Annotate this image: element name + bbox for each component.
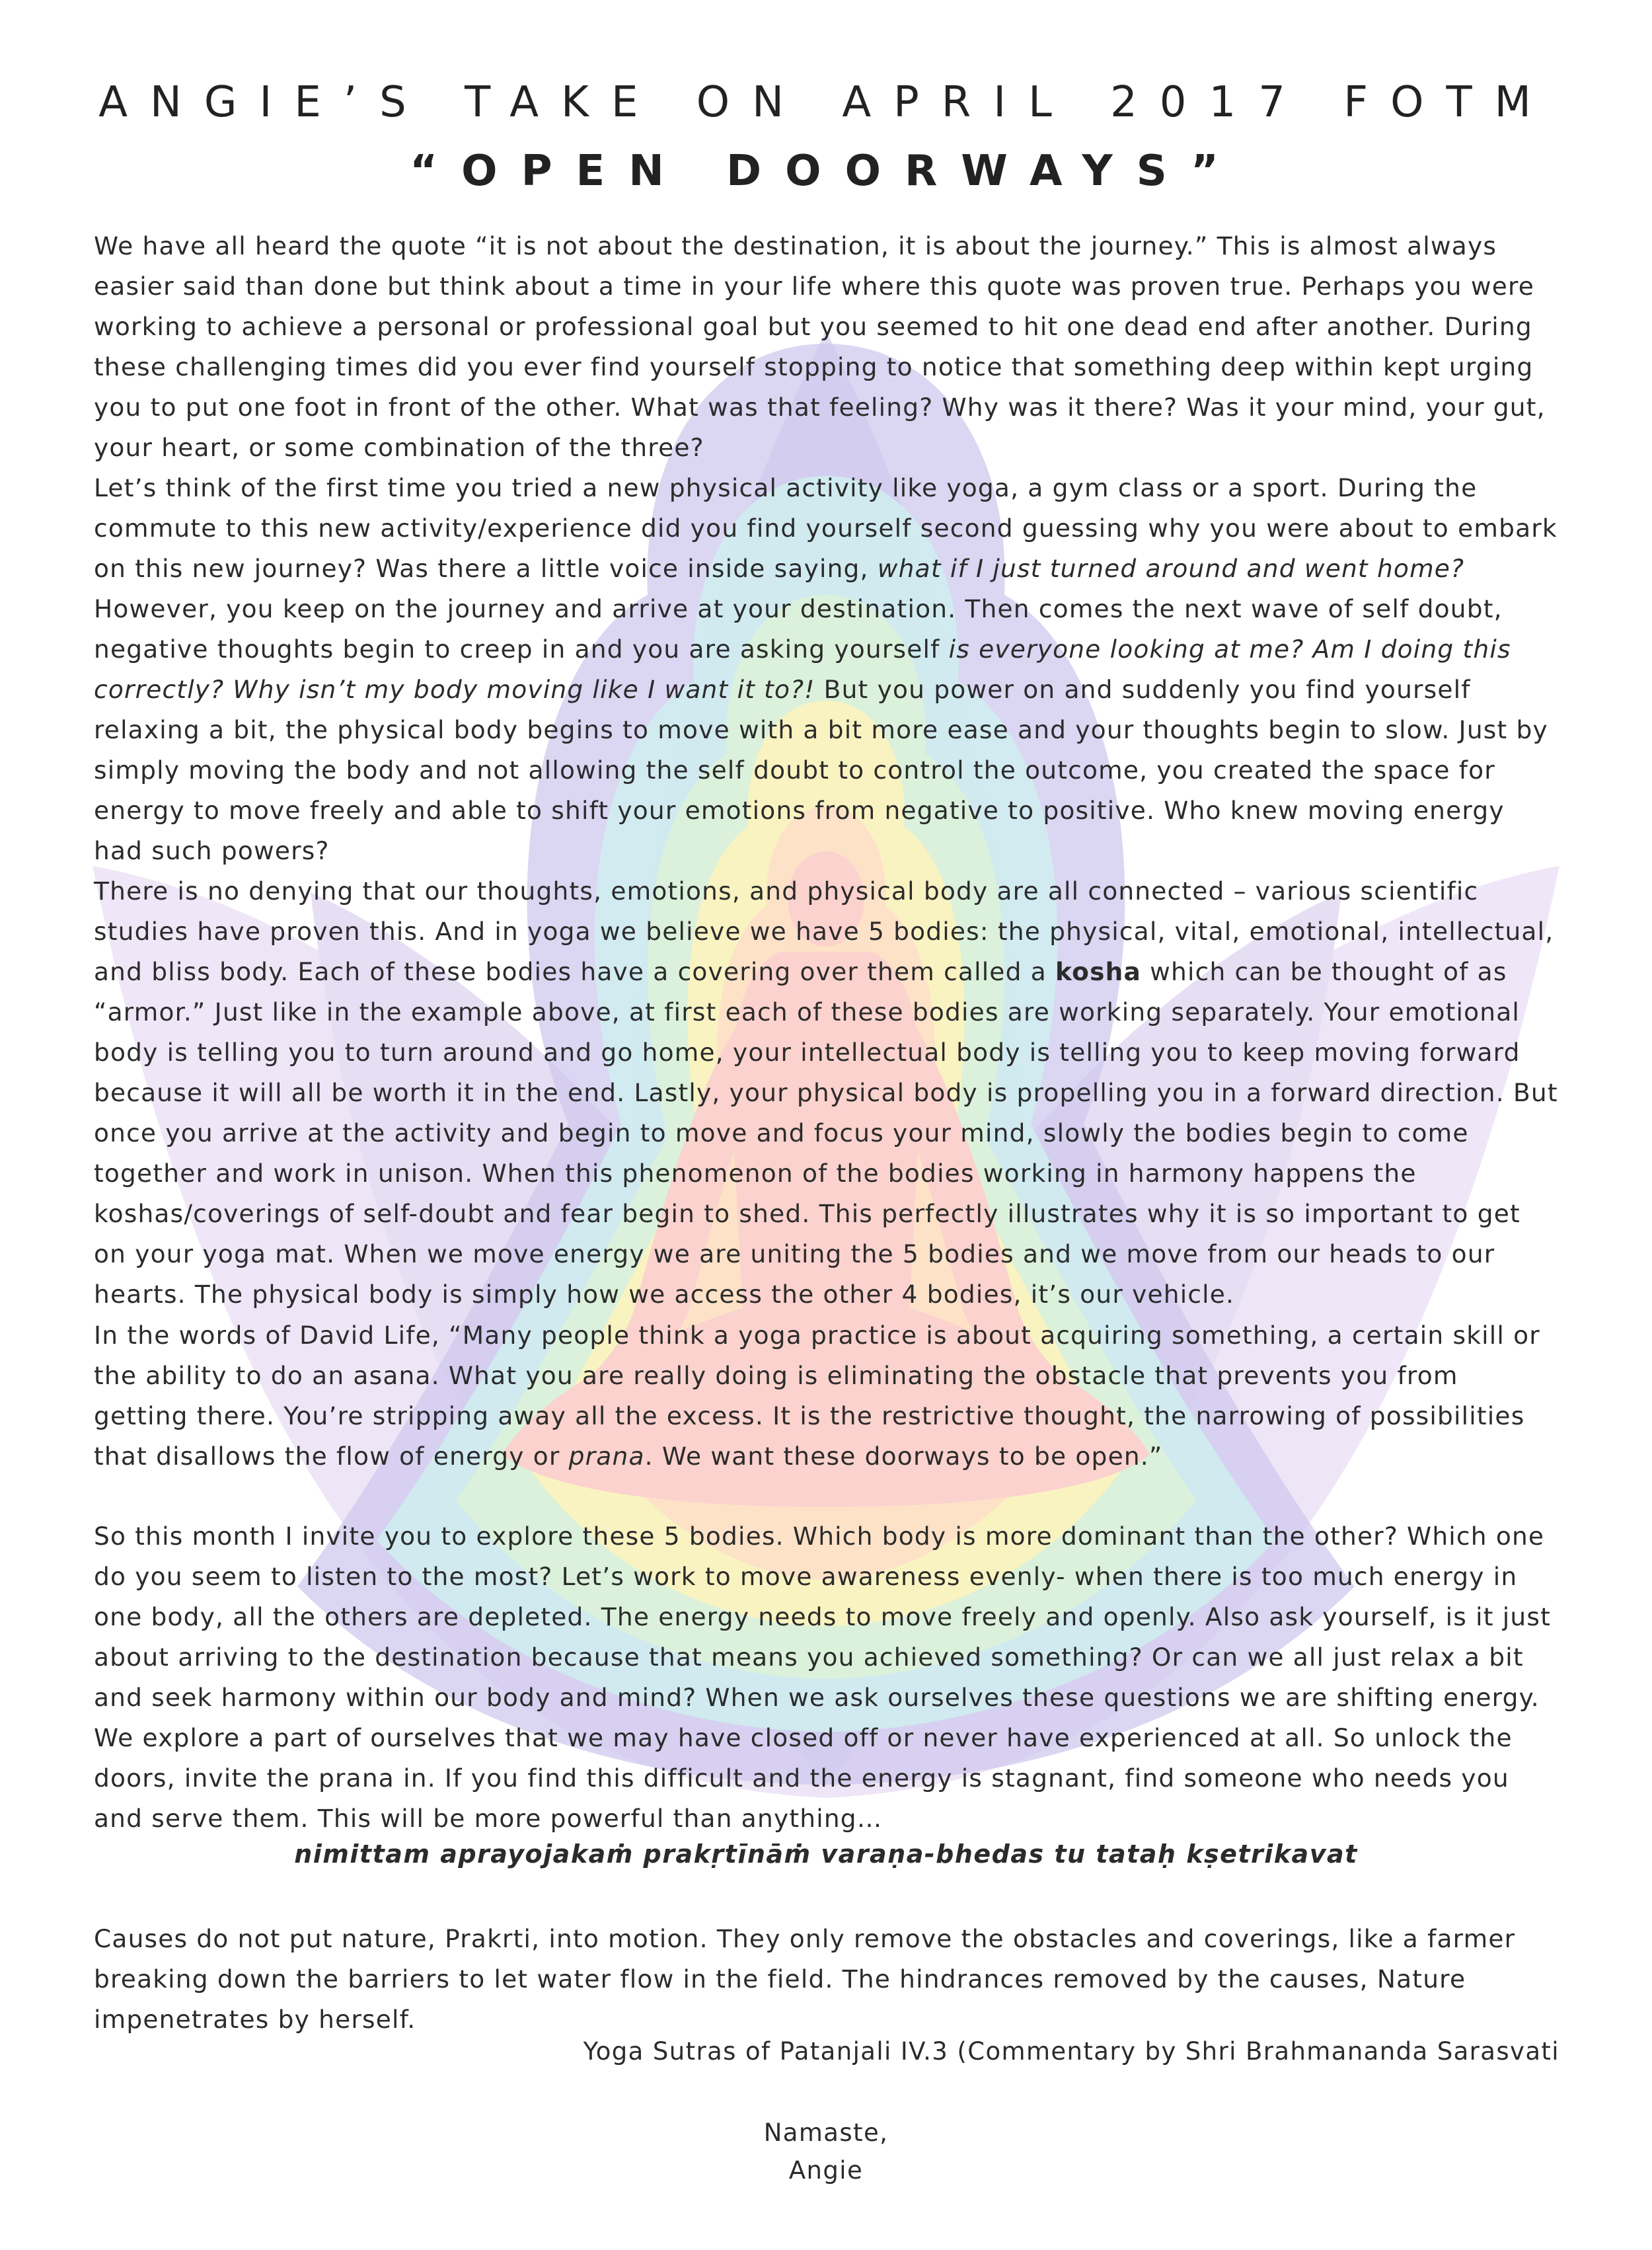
page-title: ANGIE’S TAKE ON APRIL 2017 FOTM — [98, 78, 1554, 127]
page-subtitle: “OPEN DOORWAYS” — [410, 147, 1242, 196]
italic-prana-term: prana — [568, 1442, 645, 1471]
sutra-attribution: Yoga Sutras of Patanjali IV.3 (Commentary by Shri Brahmananda Sarasvati — [583, 2037, 1559, 2066]
paragraph-journey: We have all heard the quote “it is not about the destination, it is about the journey.” This is almost always easier said than done but think about a time in your life where this quote was proven true. Perhaps you were working to achieve a personal or professional goal but you seemed to hit one dead end after another. During these challenging times did you ever find yourself stopping to notice that something deep within kept urging you to put one foot in front of the other. What was that feeling? Why was it there? Was it your mind, your gut, your heart, or some combination of the three? — [94, 231, 1546, 462]
paragraph-new-activity — [94, 468, 1561, 871]
italic-self-doubt: is everyone looking at me? Am I doing this correctly? Why isn’t my body moving like I want it to?! — [94, 635, 1511, 704]
bold-kosha-term: kosha — [1055, 957, 1142, 986]
paragraph-text: . We want these doorways to be open.” — [644, 1442, 1163, 1471]
paragraph-david-life-quote — [94, 1315, 1561, 1477]
paragraph-text: In the words of David Life, “Many people think a yoga practice is about acquiring something, a certain skill or the ability to do an asana. What you are really doing is eliminating the obstacle that prevents you from getting there. You’re stripping away all the excess. It is the restrictive thought, the narrowing of possibilities that disallows the flow of energy or — [94, 1321, 1540, 1471]
paragraph-five-bodies — [94, 871, 1561, 1315]
paragraph-text: However, you keep on the journey and arrive at your destination. Then comes the next wave of self doubt, negative thoughts begin to creep in and you are asking yourself — [94, 594, 1503, 664]
paragraph-sutra-translation: Causes do not put nature, Prakrti, into motion. They only remove the obstacles and coverings, like a farmer breaking down the barriers to let water flow in the field. The hindrances removed by the causes, Nature impenetrates by herself. — [94, 1924, 1516, 2034]
paragraph-text: which can be thought of as “armor.” Just like in the example above, at first each of these bodies are working separately. Your emotional body is telling you to turn around and go home, your intellectual body is telling you to keep moving forward because it will all be worth it in the end. Lastly, your physical body is propelling you in a forward direction. But once you arrive at the activity and begin to move and focus your mind, slowly the bodies begin to come together and work in unison. When this phenomenon of the bodies working in harmony happens the koshas/coverings of self-doubt and fear begin to shed. This perfectly illustrates why it is so important to get on your yoga mat. When we move energy we are uniting the 5 bodies and we move from our heads to our hearts. The physical body is simply how we access the other 4 bodies, it’s our vehicle. — [94, 957, 1558, 1309]
sanskrit-sutra: nimittam aprayojakaṁ prakṛtīnāṁ varaṇa-bhedas tu tataḥ kṣetrikavat — [294, 1840, 1358, 1869]
paragraph-text: Let’s think of the first time you tried a new physical activity like yoga, a gym class or a sport. During the commute to this new activity/experience did you find yourself second guessing why you were about to embark on this new journey? Was there a little voice inside saying, — [94, 473, 1558, 583]
paragraph-text: There is no denying that our thoughts, emotions, and physical body are all connected – various scientific studies have proven this. And in yoga we believe we have 5 bodies: the physical, vital, emotional, intellectual, and bliss body. Each of these bodies have a covering over them called a — [94, 876, 1554, 986]
signoff-greeting: Namaste, — [763, 2118, 889, 2147]
signoff-name: Angie — [788, 2156, 864, 2185]
italic-inner-voice: what if I just turned around and went home? — [877, 554, 1465, 583]
paragraph-invitation: So this month I invite you to explore these 5 bodies. Which body is more dominant than the other? Which one do you seem to listen to the most? Let’s work to move awareness evenly- when there is too much energy in one body, all the others are depleted. The energy needs to move freely and openly. Also ask yourself, is it just about arriving to the destination because that means you achieved something? Or can we all just relax a bit and seek harmony within our body and mind? When we ask ourselves these questions we are shifting energy. We explore a part of ourselves that we may have closed off or never have experienced at all. So unlock the doors, invite the prana in. If you find this difficult and the energy is stagnant, find someone who needs you and serve them. This will be more powerful than anything… — [94, 1522, 1552, 1833]
paragraph-text: But you power on and suddenly you find yourself relaxing a bit, the physical body begins to move with a bit more ease and your thoughts begin to slow. Just by simply moving the body and not allowing the self doubt to control the outcome, you created the space for energy to move freely and able to shift your emotions from negative to positive. Who knew moving energy had such powers? — [94, 675, 1548, 865]
